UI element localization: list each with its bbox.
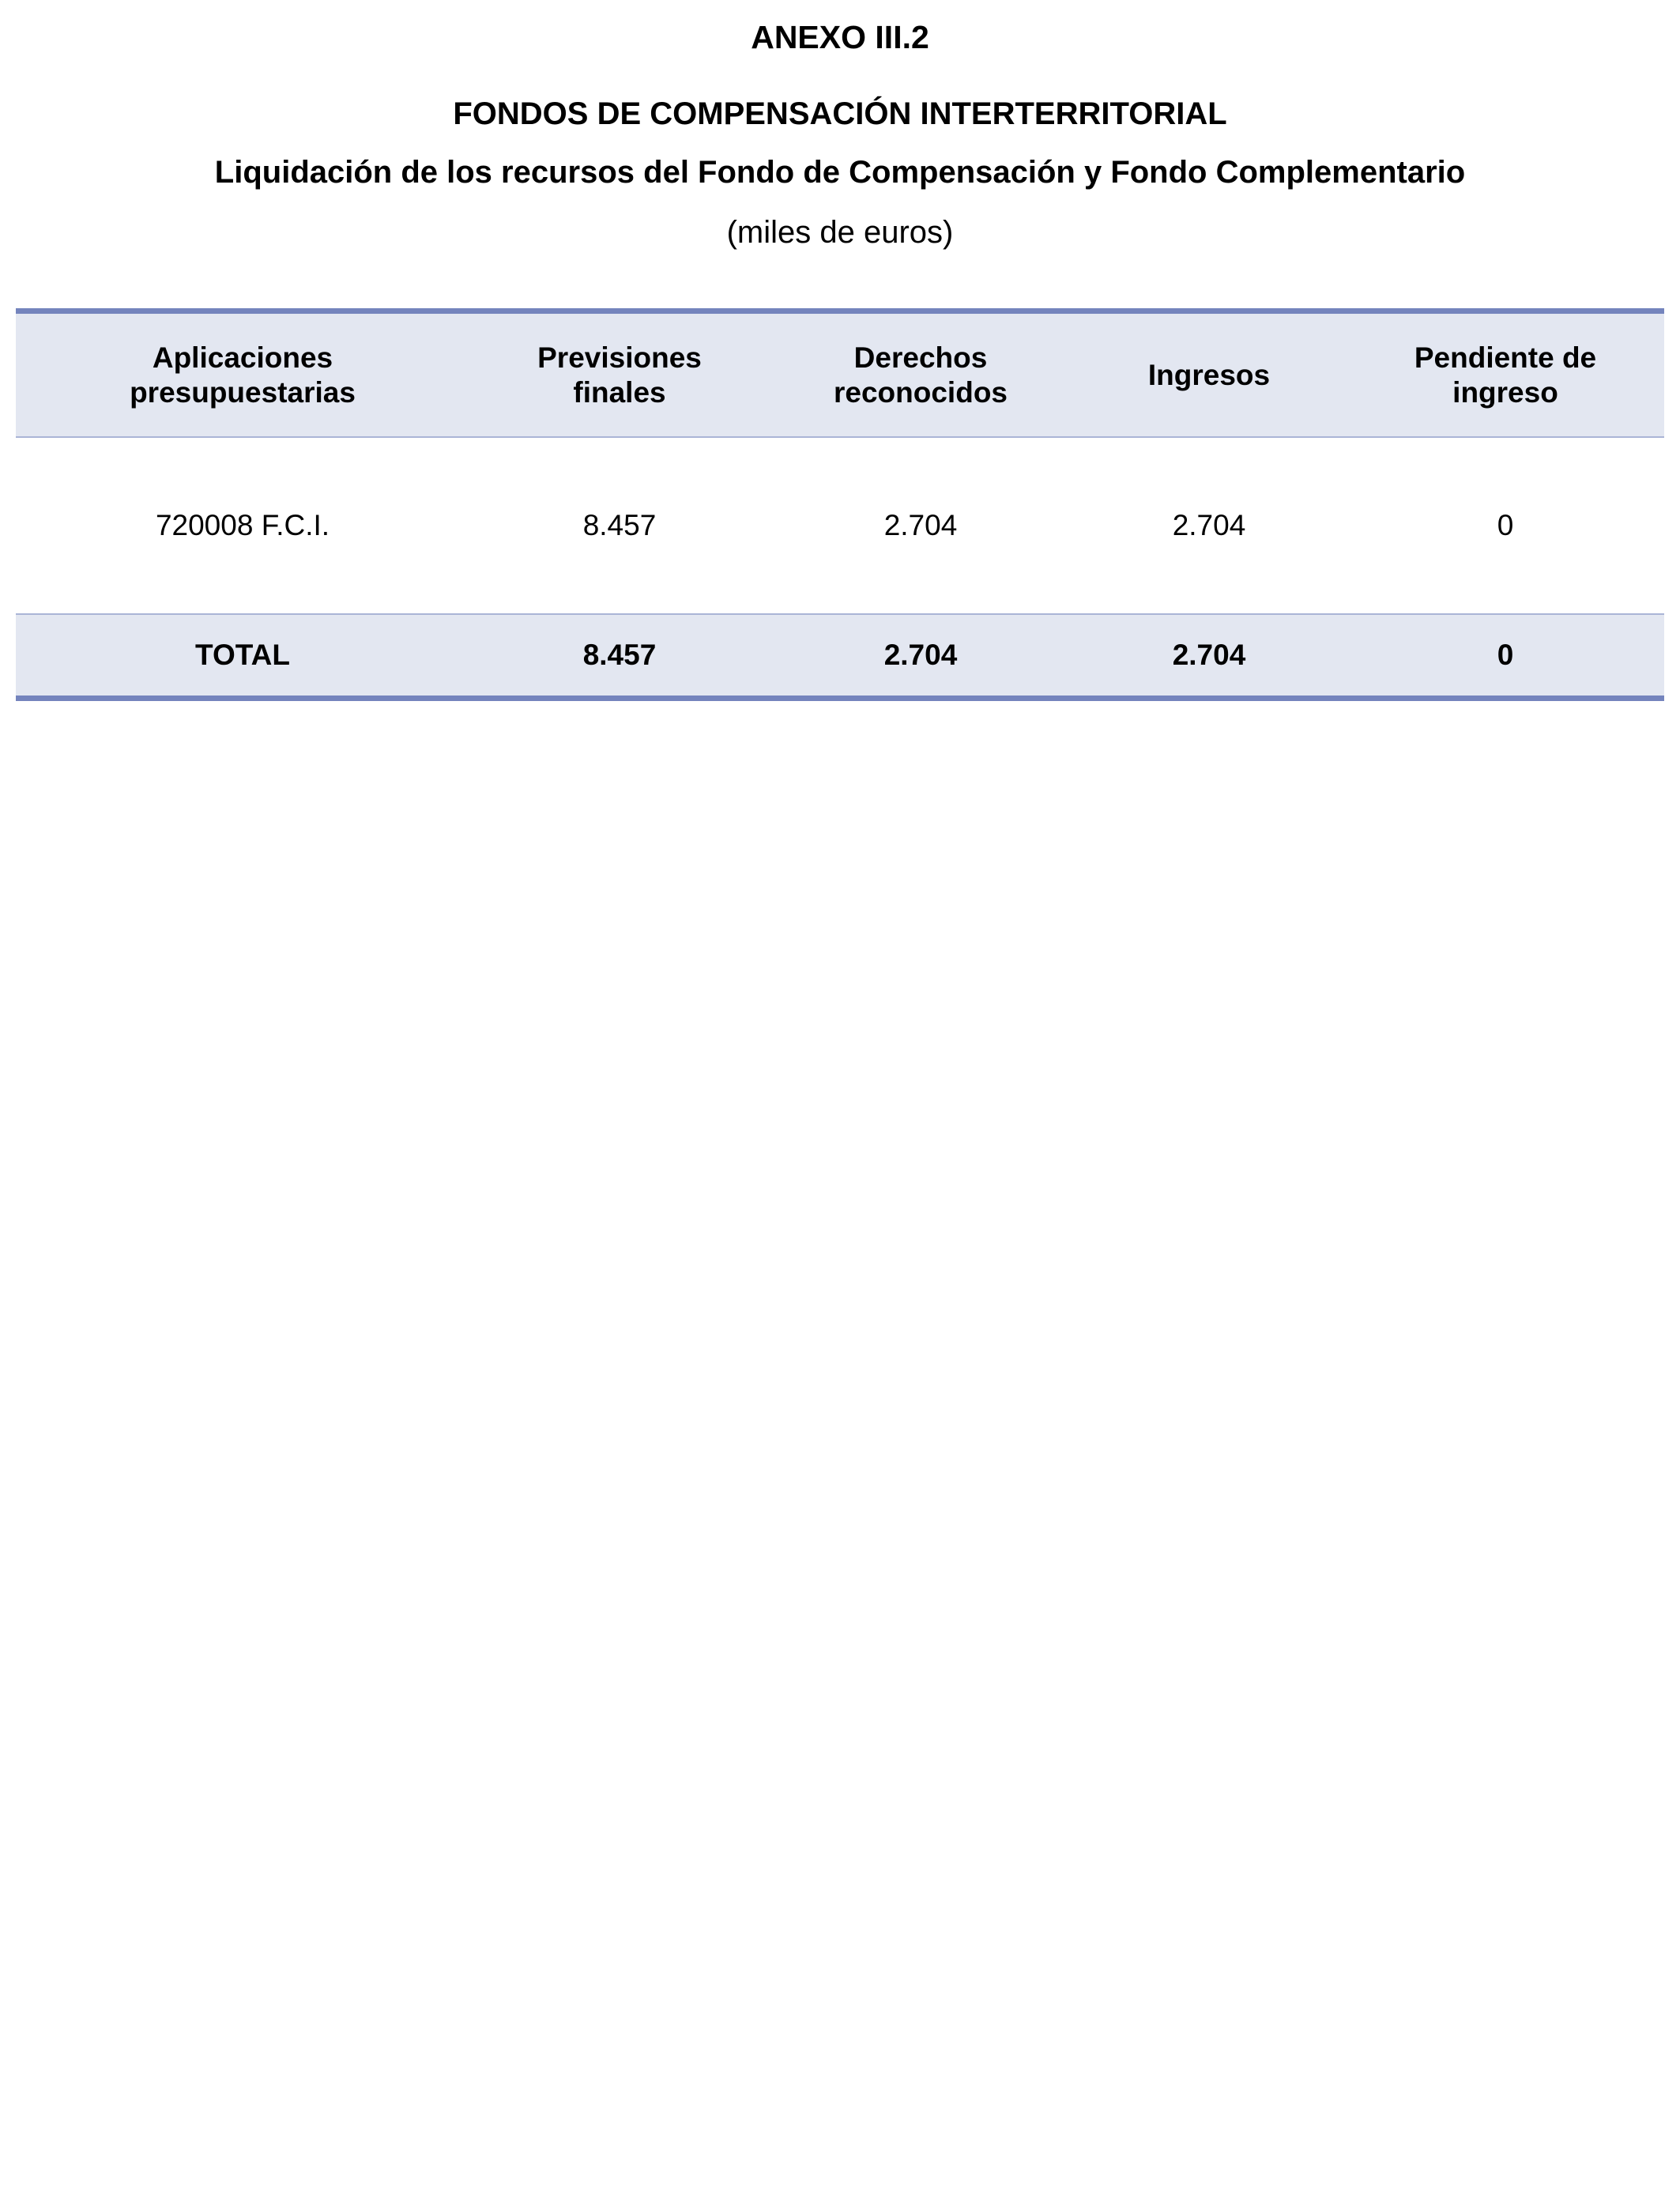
document-subtitle: Liquidación de los recursos del Fondo de Compensación y Fondo Complementario bbox=[214, 155, 1466, 190]
table-header-row bbox=[16, 311, 1664, 438]
table-row bbox=[16, 437, 1664, 614]
liquidation-table bbox=[16, 308, 1664, 701]
column-header-aplicaciones: Aplicaciones presupuestarias bbox=[130, 341, 356, 409]
document-title: FONDOS DE COMPENSACIÓN INTERTERRITORIAL bbox=[453, 96, 1227, 131]
column-header-pendiente: Pendiente de ingreso bbox=[1414, 341, 1597, 409]
cell-pendiente: 0 bbox=[1497, 509, 1514, 541]
total-previsiones: 8.457 bbox=[582, 639, 657, 671]
total-label: TOTAL bbox=[195, 639, 290, 671]
column-header-ingresos: Ingresos bbox=[1147, 358, 1271, 391]
total-ingresos: 2.704 bbox=[1172, 639, 1246, 671]
total-row bbox=[16, 614, 1664, 699]
annex-title: ANEXO III.2 bbox=[751, 19, 929, 55]
units-note: (miles de euros) bbox=[726, 215, 954, 250]
cell-derechos: 2.704 bbox=[883, 509, 958, 541]
cell-ingresos: 2.704 bbox=[1172, 509, 1246, 541]
total-pendiente: 0 bbox=[1497, 639, 1514, 671]
cell-aplicacion: 720008 F.C.I. bbox=[155, 509, 330, 541]
total-derechos: 2.704 bbox=[883, 639, 958, 671]
column-header-derechos: Derechos reconocidos bbox=[834, 341, 1008, 409]
column-header-previsiones: Previsiones finales bbox=[537, 341, 702, 409]
liquidation-table-container bbox=[16, 308, 1664, 701]
cell-previsiones: 8.457 bbox=[582, 509, 657, 541]
